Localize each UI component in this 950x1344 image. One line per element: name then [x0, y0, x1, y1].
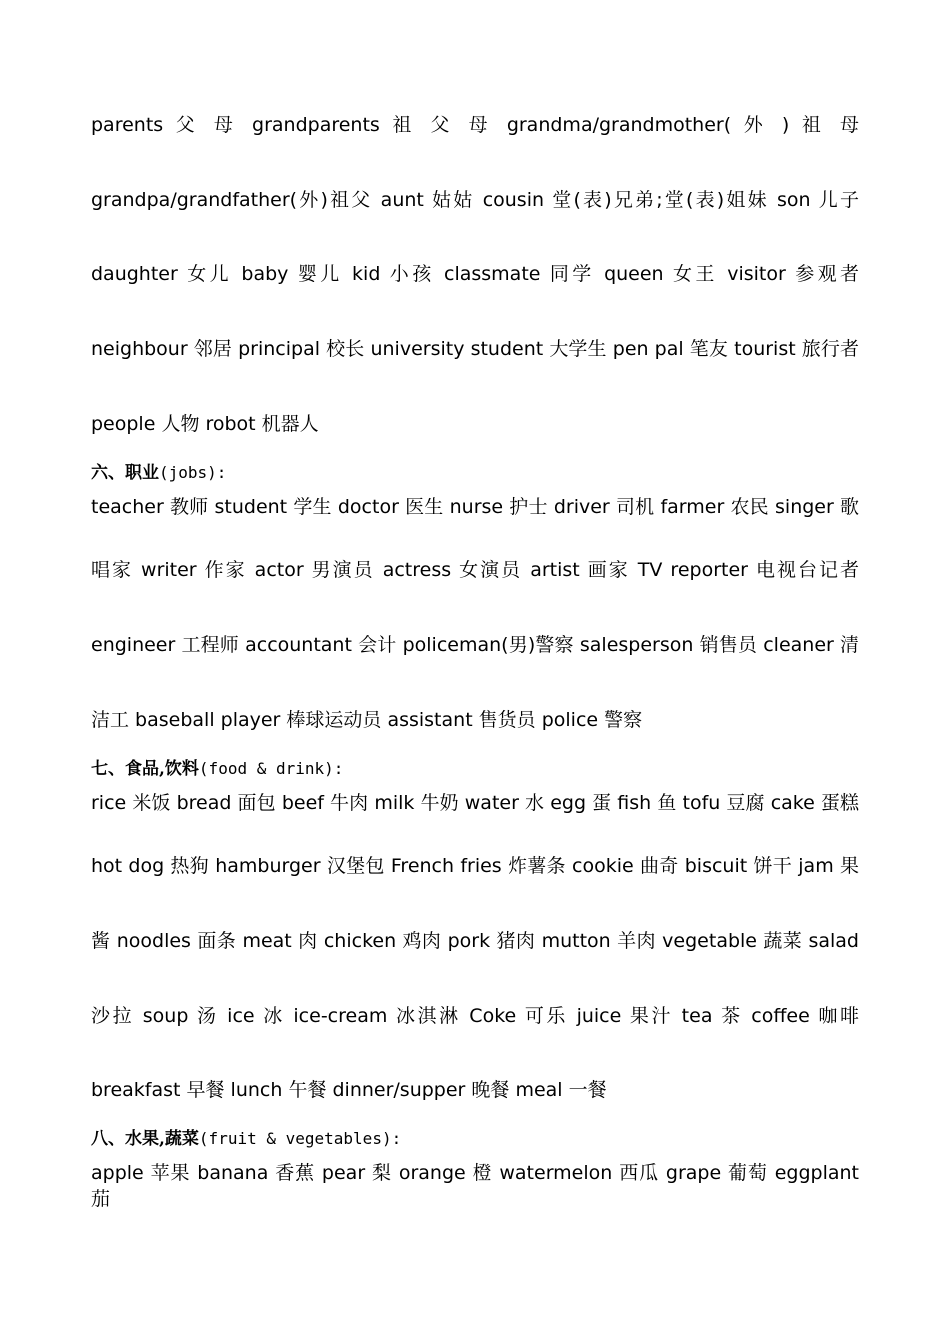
food-heading-cn: 七、食品,饮料 — [91, 759, 199, 779]
fruit-line-1: apple 苹果 banana 香蕉 pear 梨 orange 橙 watermelon 西瓜 grape 葡萄 eggplant 茄 — [91, 1162, 859, 1210]
jobs-line-3: engineer 工程师 accountant 会计 policeman(男)警察 salesperson 销售员 cleaner 清 — [91, 634, 859, 656]
fruit-heading-en: (fruit & vegetables): — [198, 1129, 402, 1148]
jobs-line-2: 唱家 writer 作家 actor 男演员 actress 女演员 artist 画家 TV reporter 电视台记者 — [91, 559, 859, 581]
jobs-heading-en: (jobs): — [159, 463, 227, 482]
food-heading — [91, 757, 859, 781]
jobs-line-1: teacher 教师 student 学生 doctor 医生 nurse 护士 driver 司机 farmer 农民 singer 歌 — [91, 496, 859, 518]
family-line-4: neighbour 邻居 principal 校长 university student 大学生 pen pal 笔友 tourist 旅行者 — [91, 338, 859, 360]
family-line-2: grandpa/grandfather(外)祖父 aunt 姑姑 cousin 堂(表)兄弟;堂(表)姐妹 son 儿子 — [91, 189, 859, 211]
family-line-3: daughter 女儿 baby 婴儿 kid 小孩 classmate 同学 queen 女王 visitor 参观者 — [91, 263, 859, 285]
fruit-heading-cn: 八、水果,蔬菜 — [91, 1129, 199, 1149]
food-line-4: 沙拉 soup 汤 ice 冰 ice-cream 冰淇淋 Coke 可乐 juice 果汁 tea 茶 coffee 咖啡 — [91, 1005, 859, 1027]
family-line-1: parents 父 母 grandparents 祖 父 母 grandma/grandmother( 外 ) 祖 母 — [91, 114, 859, 136]
food-line-2: hot dog 热狗 hamburger 汉堡包 French fries 炸薯条 cookie 曲奇 biscuit 饼干 jam 果 — [91, 855, 859, 877]
jobs-line-4: 洁工 baseball player 棒球运动员 assistant 售货员 police 警察 — [91, 709, 643, 731]
jobs-heading — [91, 461, 859, 485]
fruit-heading — [91, 1127, 859, 1151]
food-line-1: rice 米饭 bread 面包 beef 牛肉 milk 牛奶 water 水 egg 蛋 fish 鱼 tofu 豆腐 cake 蛋糕 — [91, 792, 859, 814]
food-line-5: breakfast 早餐 lunch 午餐 dinner/supper 晚餐 meal 一餐 — [91, 1079, 607, 1101]
food-line-3: 酱 noodles 面条 meat 肉 chicken 鸡肉 pork 猪肉 mutton 羊肉 vegetable 蔬菜 salad — [91, 930, 859, 952]
food-heading-en: (food & drink): — [198, 759, 344, 778]
family-line-5: people 人物 robot 机器人 — [91, 413, 319, 435]
jobs-heading-cn: 六、职业 — [91, 463, 159, 483]
